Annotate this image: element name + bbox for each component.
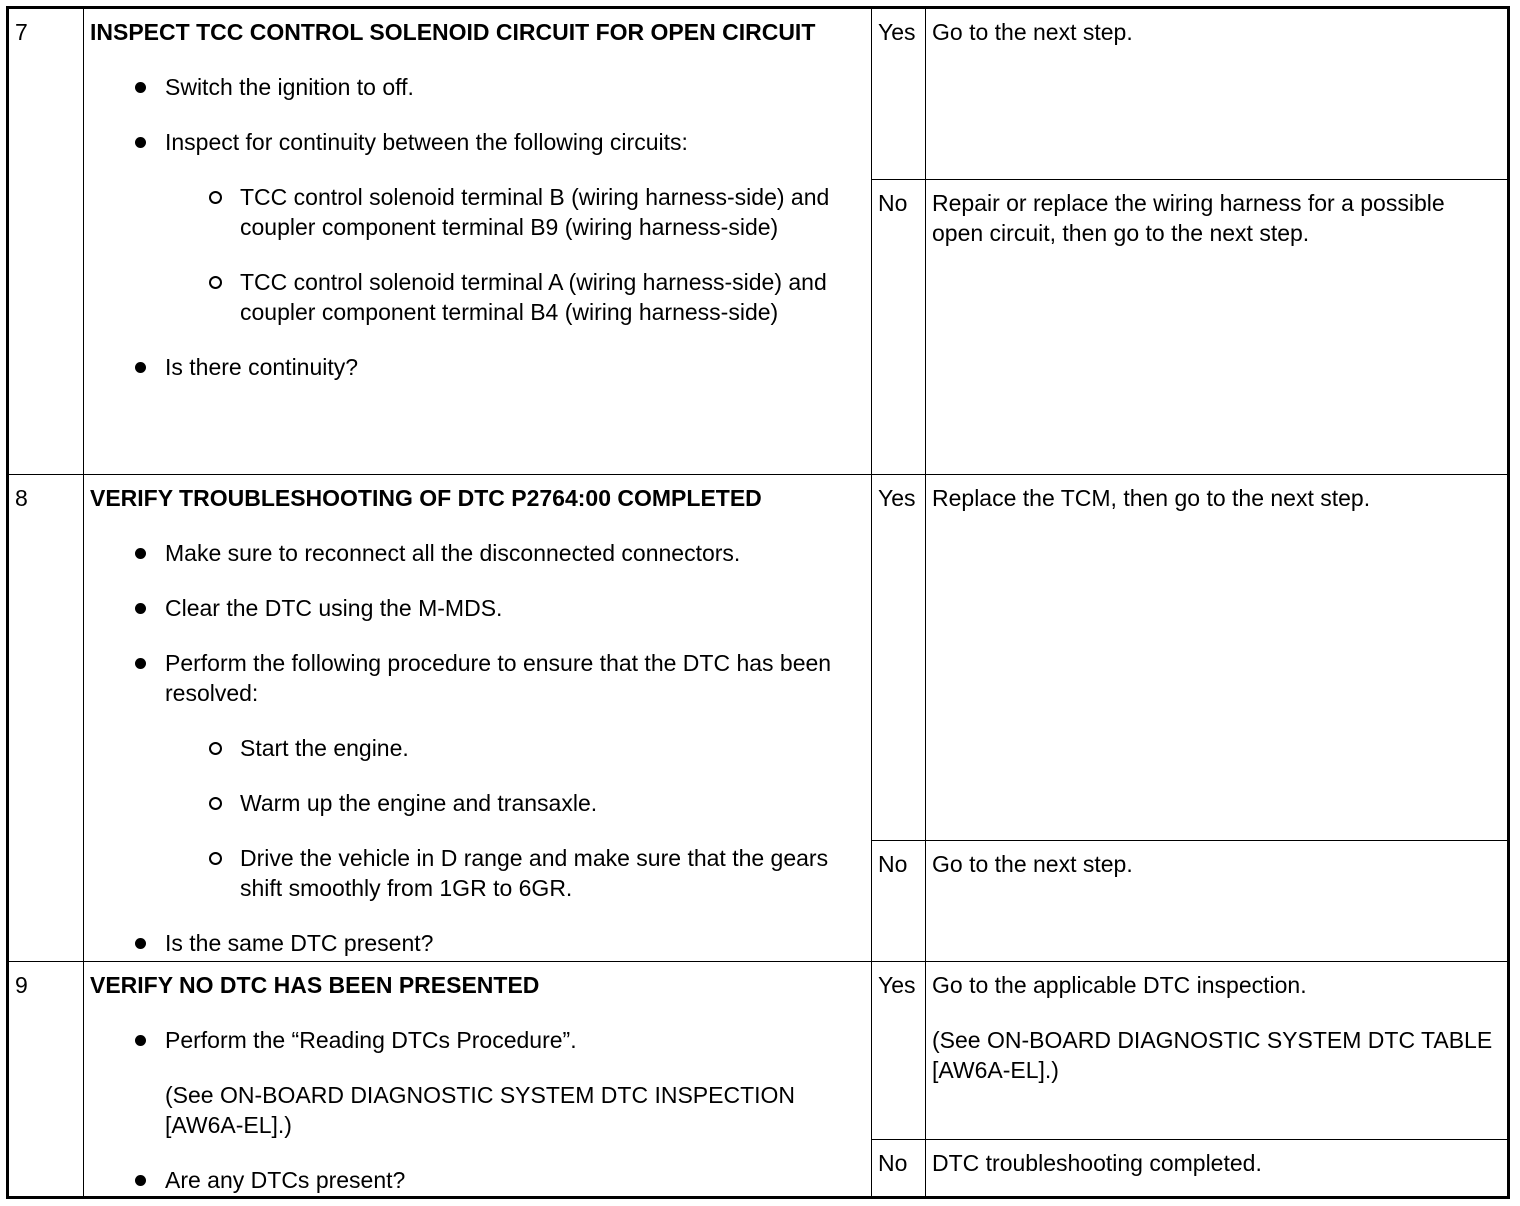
step-8-item-1: Make sure to reconnect all the disconnected connectors. (90, 538, 861, 568)
step-8-no-result: Go to the next step. (926, 841, 1509, 962)
step-8-action (84, 475, 872, 962)
step-7-yes-result: Go to the next step. (926, 8, 1509, 180)
step-8-yes-result: Replace the TCM, then go to the next step. (926, 475, 1509, 841)
step-7-action (84, 8, 872, 475)
step-7-no-result: Repair or replace the wiring harness for a possible open circuit, then go to the next step. (926, 180, 1509, 475)
step-8-item-2: Clear the DTC using the M-MDS. (90, 593, 861, 623)
step-8-yes-label: Yes (872, 475, 926, 841)
step-8-title: VERIFY TROUBLESHOOTING OF DTC P2764:00 COMPLETED (90, 485, 762, 511)
step-8-row-yes (8, 475, 1509, 841)
step-7-subitem-2: TCC control solenoid terminal A (wiring harness-side) and coupler component terminal B4 (wiring harness-side) (90, 267, 861, 327)
step-9-no-label: No (872, 1140, 926, 1198)
step-9-number: 9 (8, 962, 84, 1198)
step-9-action (84, 962, 872, 1198)
step-9-row-yes (8, 962, 1509, 1140)
step-7-no-label: No (872, 180, 926, 475)
step-8-no-label: No (872, 841, 926, 962)
step-9-title: VERIFY NO DTC HAS BEEN PRESENTED (90, 972, 540, 998)
step-7-subitem-1: TCC control solenoid terminal B (wiring harness-side) and coupler component terminal B9 (wiring harness-side) (90, 182, 861, 242)
step-8-subitem-3: Drive the vehicle in D range and make sure that the gears shift smoothly from 1GR to 6GR. (90, 843, 861, 903)
step-9-yes-reference: (See ON-BOARD DIAGNOSTIC SYSTEM DTC TABLE [AW6A-EL].) (932, 1027, 1493, 1083)
step-8-subitem-2: Warm up the engine and transaxle. (90, 788, 861, 818)
step-8-subitem-1: Start the engine. (90, 733, 861, 763)
step-9-yes-result: Go to the applicable DTC inspection. (932, 972, 1307, 998)
step-7-item-2: Inspect for continuity between the following circuits: (90, 127, 861, 157)
step-8-question: Is the same DTC present? (90, 928, 861, 958)
troubleshooting-table (6, 6, 1510, 1199)
step-7-yes-label: Yes (872, 8, 926, 180)
step-9-no-result: DTC troubleshooting completed. (926, 1140, 1509, 1198)
step-8-number: 8 (8, 475, 84, 962)
step-7-item-1: Switch the ignition to off. (90, 72, 861, 102)
step-7-title: INSPECT TCC CONTROL SOLENOID CIRCUIT FOR OPEN CIRCUIT (90, 19, 816, 45)
step-7-row-yes (8, 8, 1509, 180)
step-7-number: 7 (8, 8, 84, 475)
step-8-item-3: Perform the following procedure to ensure that the DTC has been resolved: (90, 648, 861, 708)
step-9-yes-cell (926, 962, 1509, 1140)
step-9-reference: (See ON-BOARD DIAGNOSTIC SYSTEM DTC INSPECTION [AW6A-EL].) (165, 1082, 796, 1138)
step-9-yes-label: Yes (872, 962, 926, 1140)
step-7-question: Is there continuity? (90, 352, 861, 382)
step-9-question: Are any DTCs present? (90, 1165, 861, 1195)
step-9-item-1: Perform the “Reading DTCs Procedure”. (90, 1025, 861, 1055)
